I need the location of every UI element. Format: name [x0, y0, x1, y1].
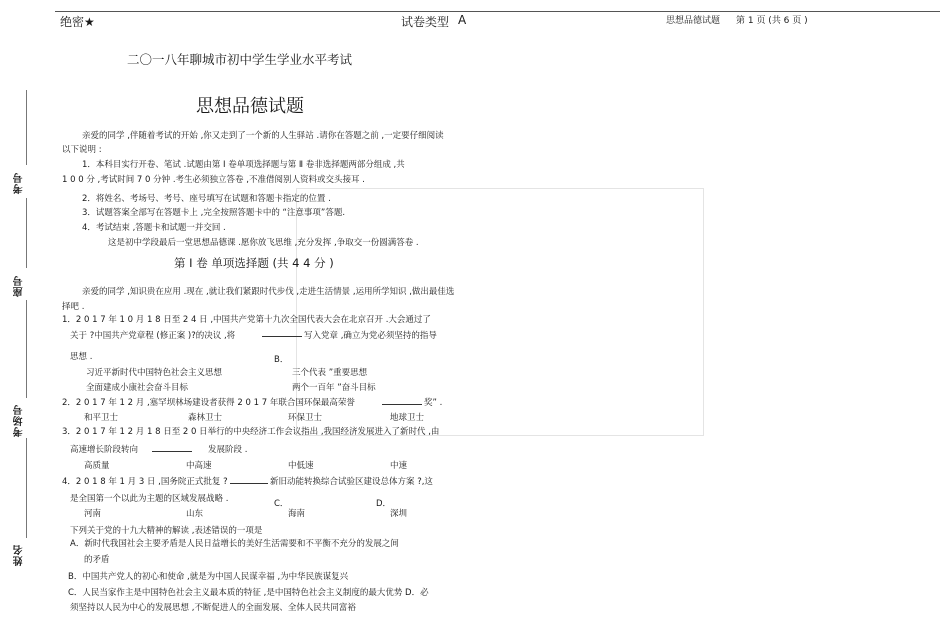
sidebar-label-name: 姓名 — [14, 544, 25, 566]
exam-subtitle: 二〇一八年聊城市初中学生学业水平考试 — [127, 52, 353, 67]
q1-option-d: 两个一百年 ”奋斗目标 — [292, 383, 376, 393]
answer-blank — [382, 404, 422, 405]
q2-option-a: 和平卫士 — [84, 413, 119, 423]
sidebar-rule — [26, 90, 27, 165]
question-1-line3: 思想 . — [70, 352, 93, 362]
section-intro: 亲爱的同学 ,知识贵在应用 .现在 ,就让我们紧跟时代步伐 ,走进生活情景 ,运用所学知识 ,做出最佳选 — [82, 287, 455, 297]
faint-frame — [296, 188, 704, 436]
secret-mark: 绝密★ — [60, 15, 95, 29]
q4-option-c: 海南 — [288, 509, 306, 519]
section-heading: 第 Ⅰ 卷 单项选择题 (共 4 4 分 ) — [174, 256, 334, 270]
instruction-3: 3．试题答案全部写在答题卡上 ,完全按照答题卡中的 “注意事项”答题. — [82, 208, 346, 218]
closing-note: 这是初中学段最后一堂思想品德课 .愿你放飞思维 ,充分发挥 ,争取交一份圆满答卷 . — [108, 238, 419, 248]
answer-blank — [262, 336, 302, 337]
sidebar-label-seat-number: 座号 — [14, 275, 25, 297]
option-label-b: B． — [274, 355, 289, 365]
q4-option-a: 河南 — [84, 509, 102, 519]
instruction-2: 2．将姓名、考场号、考号、座号填写在试题和答题卡指定的位置 . — [82, 194, 331, 204]
sidebar-label-room-number: 考场号 — [14, 404, 25, 437]
question-3: 3．2 0 1 7 年 1 2 月 1 8 日至 2 0 日举行的中央经济工作会议指出 ,我国经济发展进入了新时代 ,由 — [62, 427, 440, 437]
q5-option-c: C．人民当家作主是中国特色社会主义最本质的特征 ,是中国特色社会主义制度的最大优势 D．必 — [68, 588, 429, 598]
intro-paragraph-cont: 以下说明 : — [62, 145, 102, 155]
instruction-4: 4．考试结束 ,答题卡和试题一并交回 . — [82, 223, 226, 233]
q1-option-a: 习近平新时代中国特色社会主义思想 — [86, 368, 223, 378]
q5-option-b: B．中国共产党人的初心和使命 ,就是为中国人民谋幸福 ,为中华民族谋复兴 — [68, 572, 349, 582]
q3-option-c: 中低速 — [288, 461, 314, 471]
question-4-tail: 新旧动能转换综合试验区建设总体方案 ?,这 — [270, 477, 433, 487]
q1-option-b: 三个代表 ”重要思想 — [292, 368, 368, 378]
exam-title: 思想品德试题 — [196, 96, 304, 117]
exam-type-value: A — [458, 13, 467, 27]
instruction-1-cont: 1 0 0 分 ,考试时间 7 0 分钟 .考生必须独立答卷 ,不准借阅别人资料或交头接耳 . — [62, 175, 365, 185]
question-5: 下列关于党的十九大精神的解读 ,表述错误的一项是 — [70, 526, 263, 536]
q5-option-a: A．新时代我国社会主要矛盾是人民日益增长的美好生活需要和不平衡不充分的发展之间 — [70, 539, 399, 549]
q3-option-d: 中速 — [390, 461, 408, 471]
header-rule — [55, 11, 940, 12]
q5-option-d-cont: 须坚持以人民为中心的发展思想 ,不断促进人的全面发展、全体人民共同富裕 — [70, 603, 356, 613]
instruction-1: 1．本科目实行开卷、笔试 .试题由第 Ⅰ 卷单项选择题与第 Ⅱ 卷非选择题两部分组成 ,共 — [82, 160, 405, 170]
option-label-d: D． — [376, 499, 392, 509]
question-4: 4．2 0 1 8 年 1 月 3 日 ,国务院正式批复 ? — [62, 477, 228, 487]
q4-option-d: 深圳 — [390, 509, 408, 519]
sidebar-label-exam-number: 考号 — [14, 172, 25, 194]
section-intro-cont: 择吧 . — [62, 302, 85, 312]
question-3-line2-tail: 发展阶段 . — [208, 445, 248, 455]
sidebar-rule — [26, 438, 27, 538]
q3-option-a: 高质量 — [84, 461, 110, 471]
exam-type-label: 试卷类型 — [401, 15, 450, 29]
answer-blank — [152, 451, 192, 452]
q2-option-d: 地球卫士 — [390, 413, 425, 423]
option-label-c: C． — [274, 499, 289, 509]
sidebar-rule — [26, 198, 27, 268]
intro-paragraph: 亲爱的同学 ,伴随着考试的开始 ,你又走到了一个新的人生驿站 .请你在答题之前 ,一定要仔细阅读 — [82, 131, 444, 141]
q4-option-b: 山东 — [186, 509, 204, 519]
page-info: 第 1 页 (共 6 页 ) — [736, 16, 808, 26]
question-4-line2: 是全国第一个以此为主题的区域发展战略 . — [70, 494, 229, 504]
question-2-tail: 奖” . — [424, 398, 443, 408]
question-1-line2: 关于 ?中国共产党章程 (修正案 )?的决议 ,将 — [70, 331, 236, 341]
answer-blank — [230, 483, 268, 484]
q1-option-c: 全面建成小康社会奋斗目标 — [86, 383, 189, 393]
question-1: 1．2 0 1 7 年 1 0 月 1 8 日至 2 4 日 ,中国共产党第十九次全国代表大会在北京召开 .大会通过了 — [62, 315, 431, 325]
q2-option-c: 环保卫士 — [288, 413, 323, 423]
q2-option-b: 森林卫士 — [188, 413, 223, 423]
sidebar-rule — [26, 300, 27, 398]
question-3-line2: 高速增长阶段转向 — [70, 445, 139, 455]
q5-option-a-cont: 的矛盾 — [84, 555, 110, 565]
q3-option-b: 中高速 — [186, 461, 212, 471]
question-1-line2-tail: 写入党章 ,确立为党必须坚持的指导 — [304, 331, 437, 341]
header-subject: 思想品德试题 — [666, 16, 721, 26]
question-2: 2．2 0 1 7 年 1 2 月 ,塞罕坝林场建设者获得 2 0 1 7 年联合国环保最高荣誉 — [62, 398, 355, 408]
